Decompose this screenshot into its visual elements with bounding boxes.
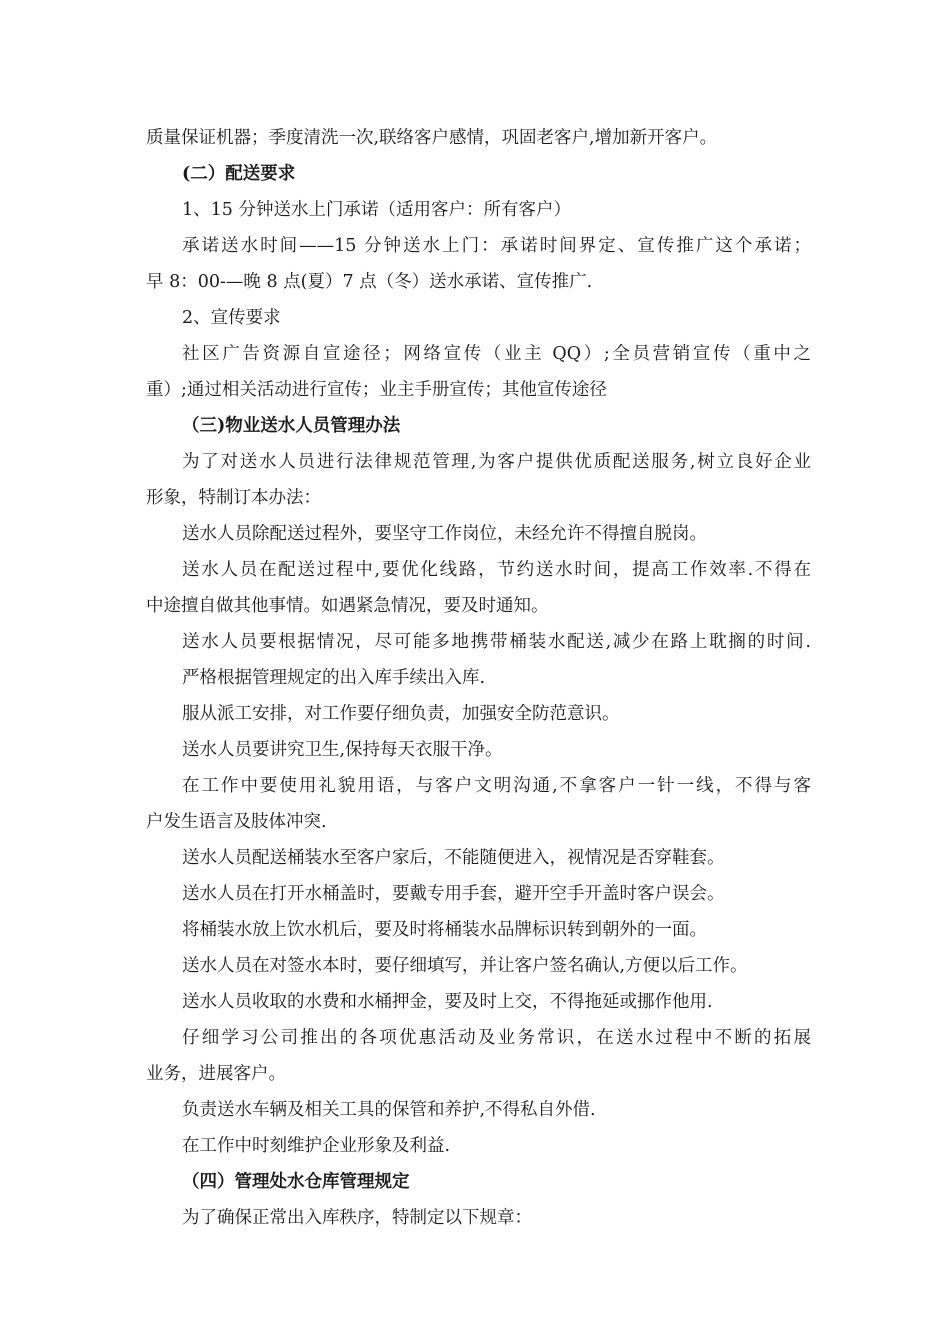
paragraph-line: 社区广告资源自宣途径；网络宣传（业主 QQ）;全员营销宣传（重中之: [182, 344, 811, 364]
paragraph-line: 早 8：00-—晚 8 点(夏）7 点（冬）送水承诺、宣传推广.: [146, 272, 593, 292]
rule-item: 送水人员收取的水费和水桶押金，要及时上交，不得拖延或挪作他用.: [182, 992, 713, 1012]
rule-item: 送水人员要根据情况，尽可能多地携带桶装水配送,减少在路上耽搁的时间.: [182, 632, 811, 652]
rule-item: 送水人员配送桶装水至客户家后，不能随便进入，视情况是否穿鞋套。: [182, 848, 725, 868]
rule-item: 送水人员在配送过程中,要优化线路，节约送水时间，提高工作效率.不得在: [182, 560, 811, 580]
rule-item: 在工作中时刻维护企业形象及利益.: [182, 1136, 451, 1156]
list-item-title: 1、15 分钟送水上门承诺（适用客户：所有客户）: [182, 200, 571, 220]
paragraph-line: 形象，特制订本办法：: [146, 488, 321, 508]
section-heading-warehouse: （四）管理处水仓库管理规定: [182, 1172, 410, 1192]
paragraph-line: 为了对送水人员进行法律规范管理,为客户提供优质配送服务,树立良好企业: [182, 452, 811, 472]
rule-item: 送水人员要讲究卫生,保持每天衣服干净。: [182, 740, 503, 760]
rule-item: 服从派工安排，对工作要仔细负责，加强安全防范意识。: [182, 704, 620, 724]
paragraph-line: 质量保证机器；季度清洗一次,联络客户感情，巩固老客户,增加新开客户。: [146, 128, 718, 148]
paragraph-line: 中途擅自做其他事情。如遇紧急情况，要及时通知。: [146, 596, 549, 616]
paragraph-line: 为了确保正常出入库秩序，特制定以下规章：: [182, 1208, 532, 1228]
paragraph-line: 户发生语言及肢体冲突.: [146, 812, 327, 832]
rule-item: 送水人员在对签水本时，要仔细填写，并让客户签名确认,方便以后工作。: [182, 956, 748, 976]
rule-item: 负责送水车辆及相关工具的保管和养护,不得私自外借.: [182, 1100, 596, 1120]
rule-item: 仔细学习公司推出的各项优惠活动及业务常识，在送水过程中不断的拓展: [182, 1028, 811, 1048]
paragraph-line: 承诺送水时间——15 分钟送水上门：承诺时间界定、宣传推广这个承诺；: [182, 236, 811, 256]
rule-item: 送水人员除配送过程外，要坚守工作岗位，未经允许不得擅自脱岗。: [182, 524, 707, 544]
rule-item: 严格根据管理规定的出入库手续出入库.: [182, 668, 486, 688]
paragraph-line: 业务，进展客户。: [146, 1064, 286, 1084]
rule-item: 在工作中要使用礼貌用语，与客户文明沟通,不拿客户一针一线，不得与客: [182, 776, 811, 796]
rule-item: 送水人员在打开水桶盖时，要戴专用手套，避开空手开盖时客户误会。: [182, 884, 725, 904]
list-item-title: 2、宣传要求: [182, 308, 281, 328]
rule-item: 将桶装水放上饮水机后，要及时将桶装水品牌标识转到朝外的一面。: [182, 920, 707, 940]
section-heading-staff-management: （三)物业送水人员管理办法: [182, 416, 401, 436]
section-heading-delivery: (二）配送要求: [182, 164, 296, 184]
paragraph-line: 重）;通过相关活动进行宣传；业主手册宣传；其他宣传途径: [146, 380, 607, 400]
